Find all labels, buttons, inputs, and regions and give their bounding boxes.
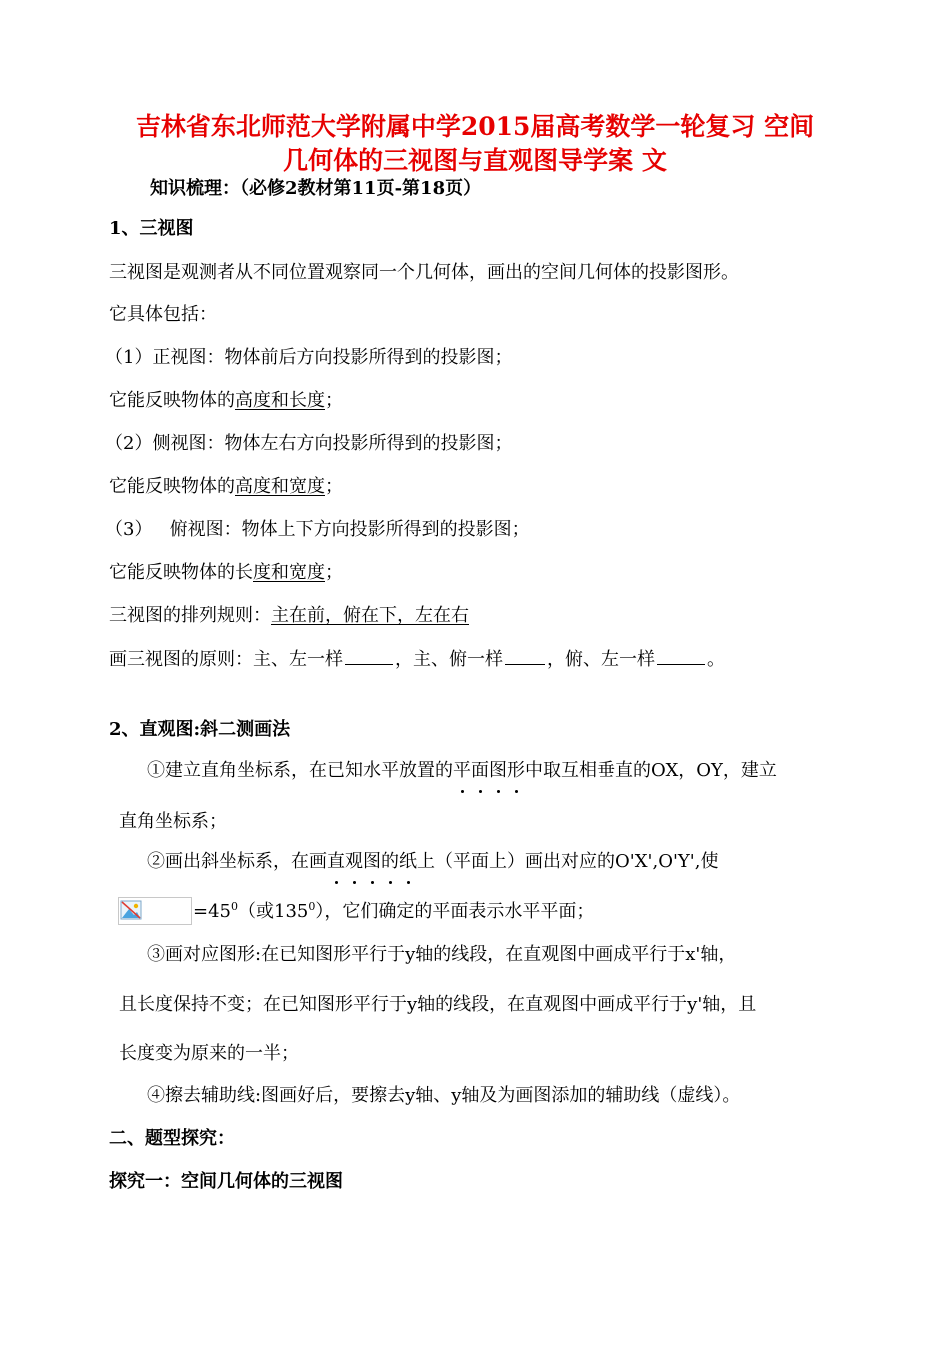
- step2-line1: ②画出斜坐标系，在画直观图的纸上（平面上）画出对应的O'X',O'Y',使: [147, 849, 718, 875]
- step2-line2: $=45^0$（或$135^0$），它们确定的平面表示水平平面；: [193, 900, 595, 922]
- broken-image-icon: [118, 897, 192, 925]
- drawing-principle: 画三视图的原则：主、左一样 ，主、俯一样 ，俯、左一样 。: [109, 646, 725, 673]
- front-view-reflect: 它能反映物体的高度和长度；: [109, 390, 343, 411]
- section1-heading: 1、三视图: [109, 218, 194, 239]
- blank-1: [345, 646, 393, 665]
- step1-line2: 直角坐标系；: [119, 811, 227, 832]
- step4: ④擦去辅助线:图画好后，要擦去y轴、y轴及为画图添加的辅助线（虚线）。: [147, 1085, 741, 1106]
- step1-line1: ①建立直角坐标系，在已知水平放置的平面图形中取互相垂直的OX，OY，建立: [147, 758, 777, 784]
- side-view-reflect: 它能反映物体的高度和宽度；: [109, 476, 343, 497]
- section1-include: 它具体包括：: [109, 304, 217, 325]
- doc-title-line2: 几何体的三视图与直观图导学案 文: [283, 146, 667, 175]
- arrangement-rule: 三视图的排列规则：主在前，俯在下，左在右: [109, 605, 469, 626]
- top-view-def: （3） 俯视图：物体上下方向投影所得到的投影图；: [105, 519, 530, 540]
- top-view-reflect: 它能反映物体的长度和宽度；: [109, 562, 343, 583]
- side-view-def: （2）侧视图：物体左右方向投影所得到的投影图；: [105, 433, 513, 454]
- emphasis-dotted: 平面图形: [453, 760, 525, 781]
- section3-heading: 二、题型探究：: [109, 1128, 235, 1149]
- blank-2: [505, 646, 545, 665]
- step3-line2: 且长度保持不变；在已知图形平行于y轴的线段，在直观图中画成平行于y'轴，且: [119, 994, 757, 1015]
- section2-heading: 2、直观图:斜二测画法: [109, 719, 291, 740]
- doc-title-line1: 吉林省东北师范大学附属中学2015届高考数学一轮复习 空间: [135, 112, 815, 141]
- knowledge-heading: 知识梳理：（必修2教材第11页-第18页）: [150, 178, 482, 199]
- emphasis-dotted-2: 直观图的纸: [327, 851, 417, 872]
- step3-line1: ③画对应图形:在已知图形平行于y轴的线段，在直观图中画成平行于x'轴，: [147, 944, 737, 965]
- front-view-def: （1）正视图：物体前后方向投影所得到的投影图；: [105, 347, 513, 368]
- step3-line3: 长度变为原来的一半；: [119, 1043, 299, 1064]
- section1-intro: 三视图是观测者从不同位置观察同一个几何体，画出的空间几何体的投影图形。: [109, 262, 739, 283]
- explore1-heading: 探究一：空间几何体的三视图: [109, 1171, 343, 1192]
- blank-3: [657, 646, 705, 665]
